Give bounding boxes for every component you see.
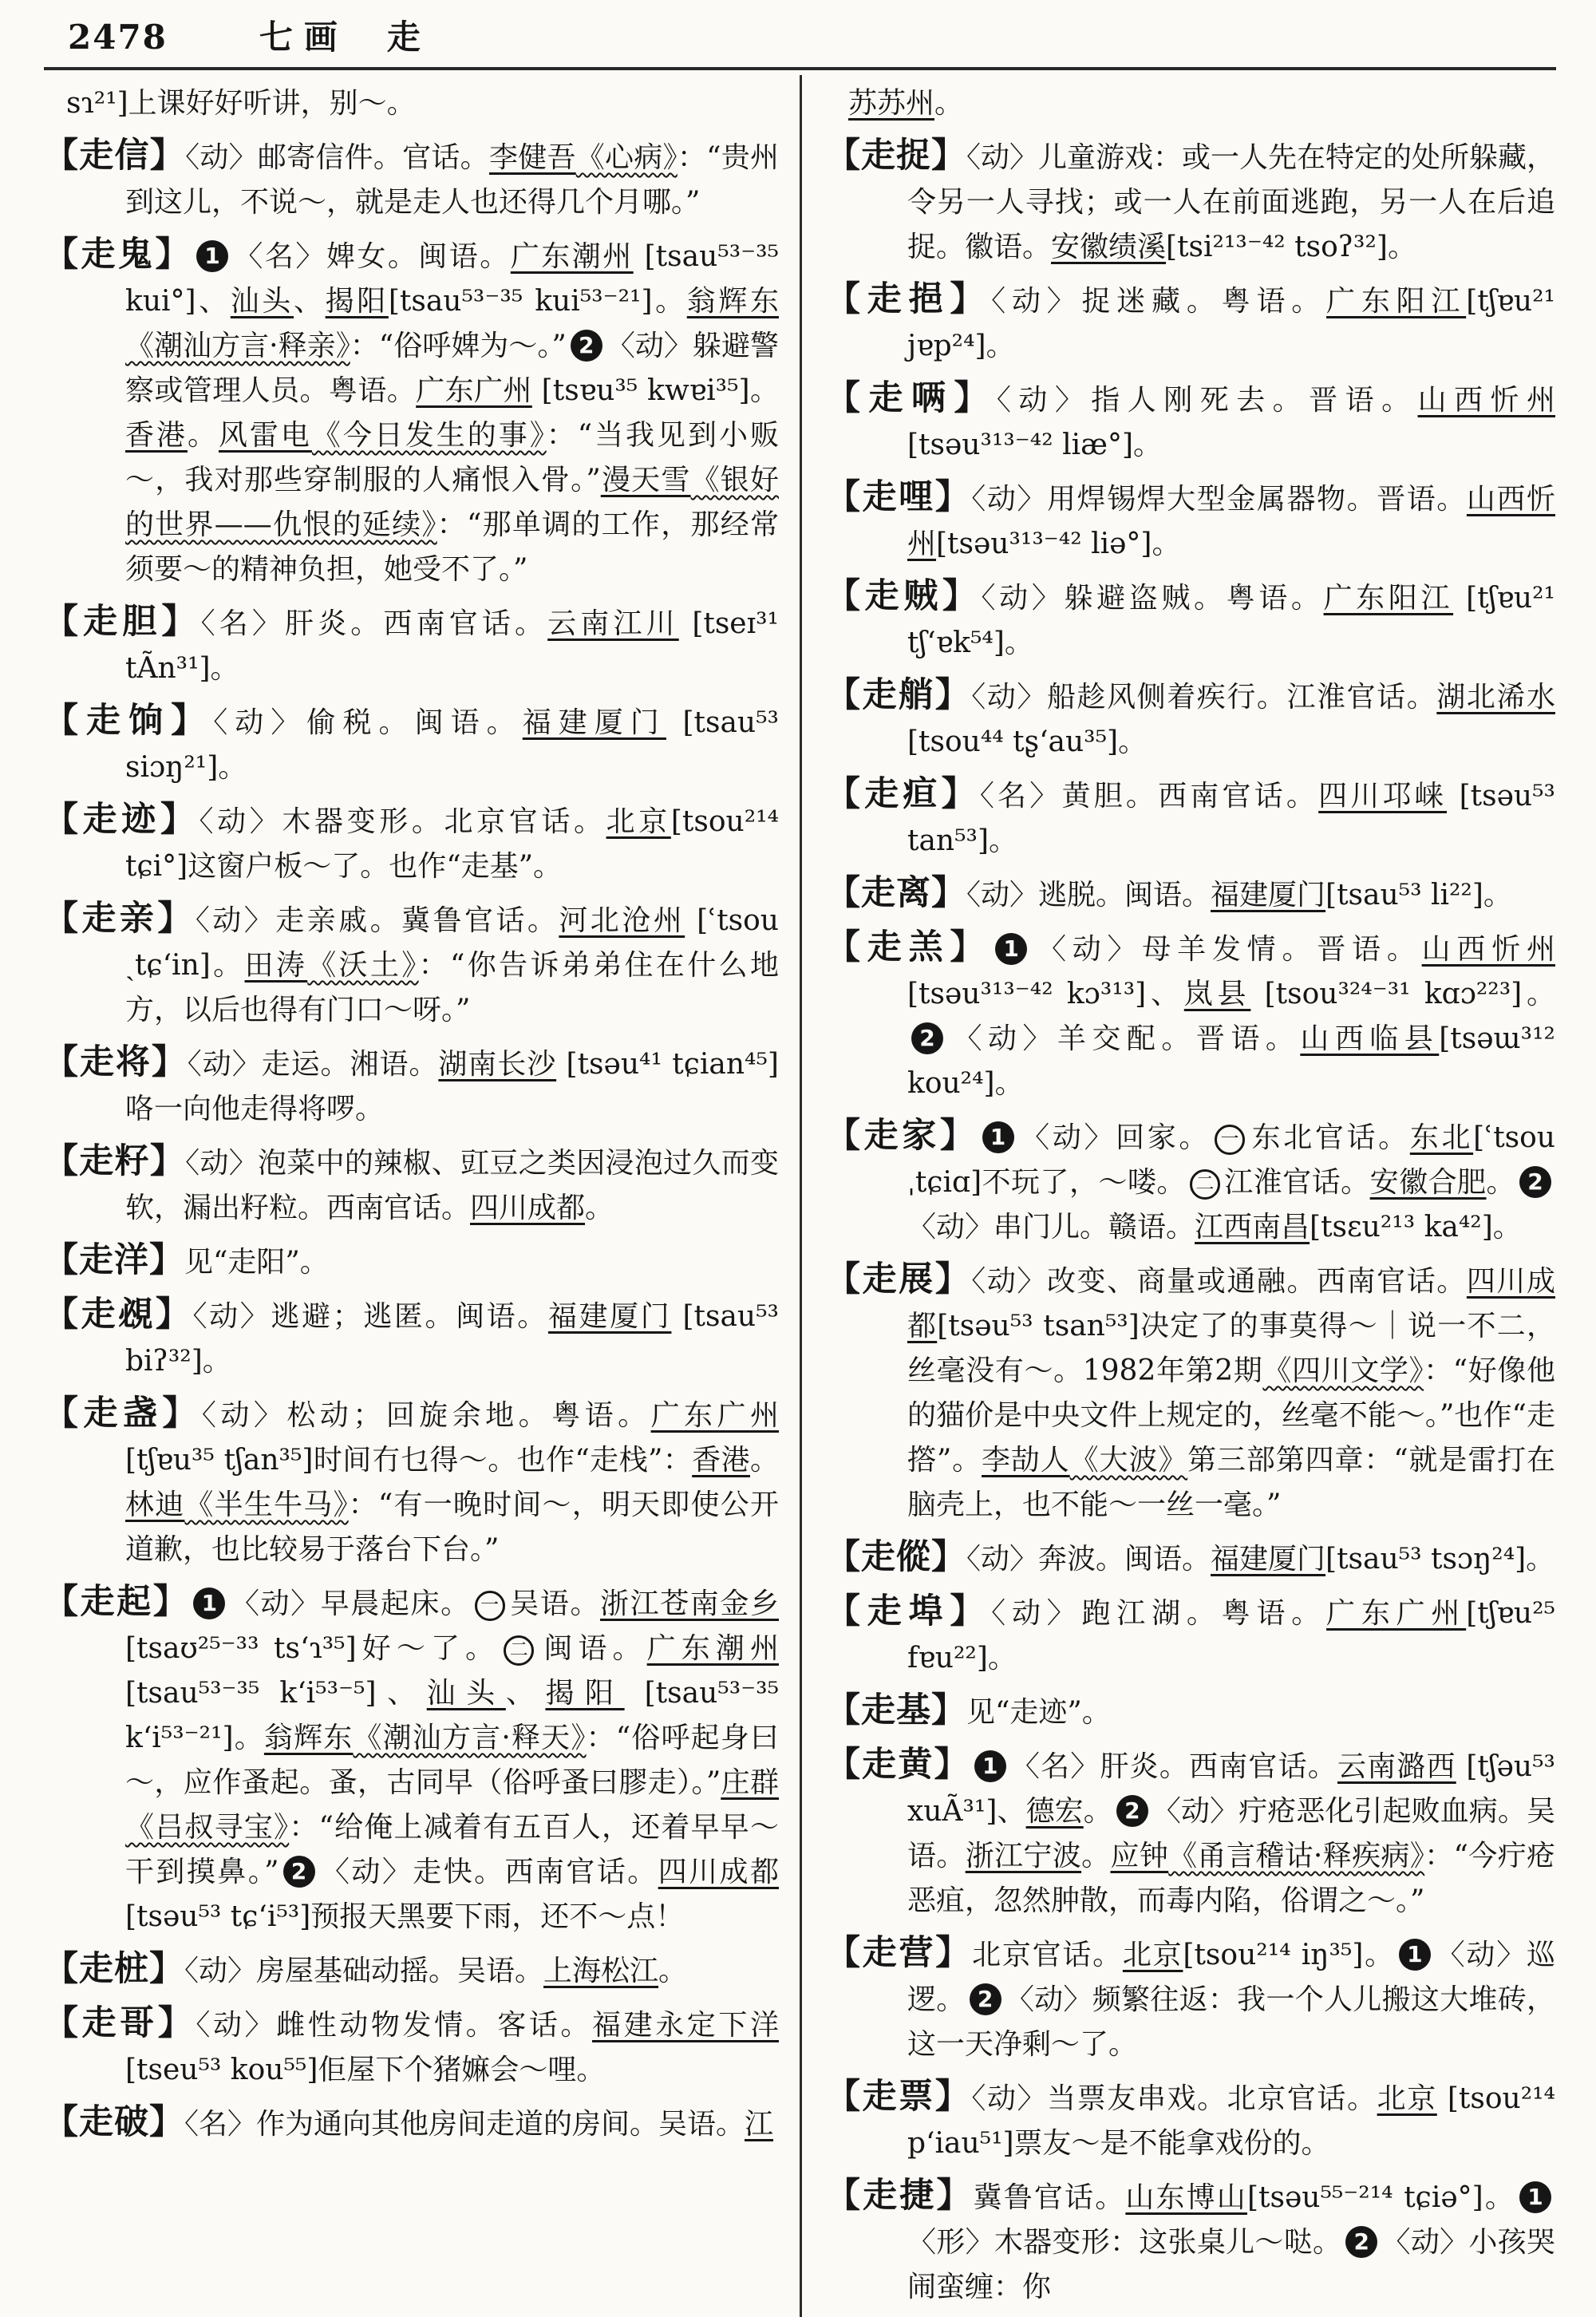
text-run: 〈动〉走亲戚。冀鲁官话。 [195,904,559,937]
proper-noun: 风雷电 [218,419,312,452]
text-run: [tsau⁵³⁻³⁵ kʻi⁵³⁻⁵]、 [125,1677,427,1710]
text-run: 〈动〉捉迷藏。粤语。 [991,285,1327,318]
entry-headword: 【走家】 [826,1116,978,1156]
text-run: 〈动〉儿童游戏：或一人先在特定的处所躲藏，令另一人寻找；或一人在前面逃跑，另一人在后追捉。徽语。 [907,141,1556,263]
entry-headword: 【走迹】 [44,800,200,840]
dict-entry [44,2001,779,2093]
text-run: 、 [294,285,326,318]
entry-headword: 【走起】 [44,1582,190,1622]
proper-noun: 云南江川 [547,607,679,640]
entry-headword: 【走捉】 [826,136,966,176]
dict-entry [44,1040,779,1132]
proper-noun: 湖北浠水 [1436,681,1555,714]
text-run: [tsou³²⁴⁻³¹ kɑɔ²²³]。 [1250,978,1555,1010]
book-title: 《潮汕方言·释天》 [353,1722,587,1754]
text-run: 。 [1486,1166,1515,1199]
proper-noun: 岚县 [1183,978,1251,1010]
header-rule [44,67,1556,70]
dict-entry [44,2100,779,2147]
text-run: 、 [505,1677,546,1710]
entry-headword: 【走将】 [44,1042,188,1082]
proper-noun: 应钟 [1110,1840,1169,1872]
text-run: 〈动〉躲避盗贼。粤语。 [981,582,1324,615]
right-column [800,75,1555,2317]
dict-entry [826,1931,1555,2067]
text-run: [tsou²¹⁴ iŋ³⁵]。 [1183,1939,1395,1971]
dict-entry [826,2173,1555,2310]
circled-number: 1 [1519,2181,1551,2213]
proper-noun: 福建厦门 [1211,879,1326,911]
text-run: 。 [1083,1795,1112,1828]
proper-noun: 庄群 [721,1766,779,1799]
proper-noun: 福建永定下洋 [592,2009,779,2042]
entry-headword: 【走离】 [826,873,966,913]
dict-entry [44,599,779,691]
text-run: 〈动〉泡菜中的辣椒、豇豆之类因浸泡过久而变软，漏出籽粒。西南官话。 [125,1147,779,1224]
dict-entry [44,1947,779,1994]
text-run: 〈动〉房屋基础动摇。吴语。 [184,1955,544,1987]
text-run: [tsau⁵³⁻³⁵ kui°]、 [125,240,779,318]
text-run: [tseɪ³¹ tÃn³¹]。 [125,607,779,685]
proper-noun: 德宏 [1025,1795,1084,1828]
entry-headword: 【走营】 [826,1933,973,1973]
book-title: 《潮汕方言·释亲》 [125,330,350,362]
text-run: ：“好像他的猫价是中央文件上规定的，丝毫不能～。”也作“走撘”。 [907,1354,1555,1477]
proper-noun: 福建厦门 [547,1300,672,1333]
text-run: 。 [585,1192,614,1224]
text-run: [tʃɐu²⁵ fɐu²²]。 [907,1597,1555,1674]
text-run: 江淮官话。 [1223,1166,1370,1199]
entry-headword: 【走覕】 [44,1295,193,1334]
entry-headword: 【走信】 [44,136,186,176]
circled-number: 2 [283,1856,315,1888]
text-run: 〈动〉指人刚死去。晋语。 [996,384,1418,417]
dict-entry [44,797,779,889]
circled-number: 2 [970,1983,1001,2015]
entry-headword: 【走艄】 [826,675,972,715]
proper-noun: 四川邛崃 [1318,780,1447,813]
circled-number: 1 [982,1121,1014,1153]
entry-headword: 【走饷】 [44,701,214,741]
proper-noun: 浙江苍南金乡 [600,1588,779,1620]
text-run: ：“俗呼起身曰～，应作蚤起。蚤，古同早（俗呼蚤曰膠走）。” [125,1722,779,1799]
text-run: [tsou²¹⁴ tɕi°]这窗户板～了。也作“走基”。 [125,805,779,883]
text-run: 。 [749,1444,779,1477]
text-run: ：“有一晚时间～，明天即使公开道歉，也比较易于落台下台。” [125,1489,779,1566]
text-run: 。 [658,1955,688,1987]
radical-label: 走 [386,18,422,57]
text-run: 〈动〉雌性动物发情。客话。 [196,2009,593,2042]
text-run: 东北官话。 [1249,1121,1410,1154]
text-run: 〈名〉作为通向其他房间走道的房间。吴语。 [184,2108,745,2141]
proper-noun: 四川成都 [907,1265,1555,1342]
proper-noun: 云南潞西 [1337,1750,1456,1783]
proper-noun: 广东阳江 [1323,582,1454,615]
proper-noun: 香港 [692,1444,750,1477]
proper-noun: 东北 [1409,1121,1474,1154]
proper-noun: 苏苏州 [848,87,935,120]
circled-number: 1 [1399,1939,1431,1971]
circled-ideograph: 二 [1190,1169,1220,1200]
entry-headword: 【走票】 [826,2077,972,2117]
text-run: 〈名〉肝炎。西南官话。 [200,607,548,640]
proper-noun: 香港 [125,419,188,452]
book-title: 《银好的世界——仇恨的延续》 [125,464,779,541]
text-run: 〈动〉小孩哭闹蛮缠：你 [907,2226,1555,2303]
proper-noun: 北京 [1377,2082,1437,2115]
text-run: 〈动〉疔疮恶化引起败血病。吴语。 [907,1795,1555,1872]
dict-entry [826,277,1555,369]
circled-number: 2 [1345,2226,1377,2258]
proper-noun: 安徽合肥 [1369,1166,1487,1199]
text-run: [tsəu³¹³⁻⁴² liə°]。 [936,528,1181,560]
proper-noun: 田涛 [244,949,308,982]
page-number: 2478 [68,18,168,57]
text-run: 〈动〉木器变形。北京官话。 [199,805,606,838]
text-run: [tsau⁵³ biʔ³²]。 [125,1300,779,1378]
text-run: [tseu⁵³ kou⁵⁵]佢屋下个猪嫲会～哩。 [125,2054,606,2086]
book-title: 《四川文学》 [1262,1354,1424,1387]
entry-headword: 【走籽】 [44,1141,186,1181]
text-run: 。 [187,419,219,452]
text-run: 。 [1081,1840,1111,1872]
text-run: 〈名〉婢女。闽语。 [231,240,511,273]
entry-headword: 【走傱】 [826,1537,966,1577]
proper-noun: 翁辉东 [686,285,779,318]
book-title: 《今日发生的事》 [311,419,547,452]
proper-noun: 李健吾 [488,141,576,174]
text-run: ：“俗呼婢为～。” [350,330,567,362]
text-run: 〈动〉改变、商量或通融。西南官话。 [971,1265,1467,1298]
circled-number: 1 [974,1750,1006,1782]
circled-number: 2 [911,1022,943,1054]
proper-noun: 广东潮州 [646,1632,779,1665]
dict-entry [44,1391,779,1572]
circled-number: 2 [1519,1166,1551,1198]
circled-number: 1 [196,240,228,272]
book-title: 《吕叔寻宝》 [125,1811,290,1844]
book-title: 《甬言稽诂·释疾病》 [1168,1840,1425,1872]
text-run: 〈动〉走运。湘语。 [187,1048,439,1081]
text-run: 〈动〉母羊发情。晋语。 [1031,933,1422,966]
entry-headword: 【走埠】 [826,1591,992,1631]
dict-entry [826,871,1555,918]
proper-noun: 安徽绩溪 [1051,231,1167,263]
proper-noun: 翁辉东 [263,1722,354,1754]
dict-entry [44,232,779,592]
text-run: [tʃɐu²¹ tʃʻɐk⁵⁴]。 [907,582,1555,659]
proper-noun: 李劼人 [982,1444,1070,1477]
proper-noun: 广东广州 [1326,1597,1467,1630]
text-run: [tsɛu²¹³ ka⁴²]。 [1310,1211,1522,1244]
text-run: [tsau⁵³ li²²]。 [1325,879,1512,911]
text-run: 〈动〉松动；回旋余地。粤语。 [201,1399,651,1432]
text-run: ：“给俺上减着有五百人，还着早早～干到摸鼻。” [125,1811,779,1888]
dict-entry [44,698,779,790]
dict-entry [826,1113,1555,1250]
text-run: 闽语。 [538,1632,647,1665]
dict-entry [826,1688,1555,1735]
proper-noun: 山西忻州 [1417,384,1555,417]
text-run: [tʃɐu³⁵ tʃan³⁵]时间冇乜得～。也作“走栈”： [125,1444,693,1477]
proper-noun: 四川成都 [658,1856,779,1888]
entry-headword: 【走黄】 [826,1745,970,1785]
text-run: ：“那单调的工作，那经常须要～的精神负担，她受不了。” [125,508,779,586]
proper-noun: 山东博山 [1125,2181,1247,2214]
text-run: 〈动〉走快。西南官话。 [318,1856,658,1888]
text-run: 〈形〉木器变形：这张桌儿～哒。 [907,2226,1342,2259]
text-run: 吴语。 [508,1588,601,1620]
text-run: [tsou²¹⁴ pʻiau⁵¹]票友～是不能拿戏份的。 [907,2082,1555,2160]
page-header [44,11,1556,59]
entry-headword: 【走疸】 [826,774,980,814]
text-run: [tsau⁵³⁻³⁵ kʻi⁵³⁻²¹]。 [125,1677,779,1754]
entry-headword: 【走盏】 [44,1394,202,1433]
text-run: 〈名〉黄胆。西南官话。 [979,780,1319,813]
text-run: 见“走迹”。 [966,1696,1111,1729]
dict-entry [44,133,779,225]
text-run: 〈动〉躲避警察或管理人员。粤语。 [125,330,779,407]
text-run: [tsɐu³⁵ kwɐi³⁵]。 [531,374,779,407]
entry-headword: 【走破】 [44,2102,184,2142]
proper-noun: 揭阳 [325,285,389,318]
text-run: 〈动〉逃脱。闽语。 [966,879,1211,911]
stroke-section-label: 七画 [259,18,349,57]
text-run: [tsəu⁵³ tan⁵³]。 [907,780,1555,857]
proper-noun: 汕头 [426,1677,506,1710]
dict-entry [826,2074,1555,2166]
dict-entry [826,574,1555,666]
entry-headword: 【走贼】 [826,576,982,616]
entry-headword: 【走捷】 [826,2176,974,2216]
book-title: 《大波》 [1069,1444,1188,1477]
text-run: ：“今疔疮恶疽，忽然肿散，而毒内陷，俗谓之～。” [907,1840,1555,1917]
dict-entry [44,1139,779,1231]
text-run: [tsau⁵³⁻³⁵ kui⁵³⁻²¹]。 [388,285,687,318]
left-column [44,75,800,2317]
book-title: 《沃土》 [307,949,419,982]
text-run: [tsou⁴⁴ tʂʻau³⁵]。 [907,726,1148,758]
entry-headword: 【走唡】 [826,378,997,418]
circled-ideograph: 一 [1215,1125,1245,1155]
text-run: [tʃɐu²¹ jɐp²⁴]。 [907,285,1555,362]
text-run: 北京官话。 [972,1939,1123,1971]
text-run: 〈动〉羊交配。晋语。 [947,1022,1301,1055]
book-title: 《半生牛马》 [184,1489,349,1521]
proper-noun: 江西南昌 [1195,1211,1310,1244]
text-run: 见“走阳”。 [184,1246,329,1279]
circled-number: 2 [571,330,602,362]
proper-noun: 广东广州 [416,374,532,407]
proper-noun: 江 [745,2108,774,2141]
text-run: 第三部第四章：“就是雷打在脑壳上，也不能～一丝一毫。” [907,1444,1555,1521]
proper-noun: 山西临县 [1300,1022,1440,1055]
text-run: [tsi²¹³⁻⁴² tsoʔ³²]。 [1166,231,1416,263]
text-run: [tsəu⁵⁵⁻²¹⁴ tɕiə°]。 [1246,2181,1515,2214]
proper-noun: 福建厦门 [522,706,666,739]
dict-entry [826,1257,1555,1528]
dict-entry [826,673,1555,765]
text-run: [tsəɯ³¹² kou²⁴]。 [907,1022,1555,1100]
proper-noun: 福建厦门 [1211,1543,1326,1576]
entry-headword: 【走哩】 [826,477,972,517]
dict-entry [826,475,1555,567]
dict-entry [826,772,1555,864]
text-run: 〈动〉串门儿。赣语。 [907,1211,1195,1244]
text-run: 〈动〉邮寄信件。官话。 [185,141,489,174]
dict-entry [826,1589,1555,1681]
entry-headword: 【走挹】 [826,279,992,319]
text-run: 〈动〉船趁风侧着疾行。江淮官话。 [971,681,1437,714]
text-run: [ʿtsou ˌtɕiɑ]不玩了，～喽。 [907,1121,1555,1199]
dict-entry [44,1292,779,1384]
text-run: 〈名〉肝炎。西南官话。 [1009,1750,1337,1783]
entry-continuation [826,81,1555,126]
text-run: 冀鲁官话。 [973,2181,1126,2214]
proper-noun: 广东阳江 [1326,285,1467,318]
circled-number: 1 [995,933,1027,965]
text-run: [tsəu³¹³⁻⁴² liæ°]。 [907,429,1162,461]
proper-noun: 四川成都 [470,1192,586,1224]
text-run: 〈动〉用焊锡焊大型金属器物。晋语。 [971,483,1467,516]
text-run: [tsəu⁵³ tsan⁵³]决定了的事莫得～｜说一不二，丝毫没有～。1982年第2期 [907,1310,1555,1387]
entry-headword: 【走桩】 [44,1949,184,1989]
proper-noun: 揭阳 [545,1677,625,1710]
text-run: [tsəu³¹³⁻⁴² kɔ³¹³]、 [907,978,1184,1010]
text-run: ：“贵州到这儿，不说～，就是走人也还得几个月哪。” [125,141,780,219]
dict-entry [826,1742,1555,1924]
text-run: 〈动〉奔波。闽语。 [966,1543,1211,1576]
text-run: sɿ²¹]上课好好听讲，别～。 [66,87,416,120]
circled-number: 2 [1116,1795,1148,1827]
dict-entry [44,1238,779,1285]
text-run: [ʿtsou ˎtɕʻin]。 [125,904,779,982]
text-run: [tsəu⁴¹ tɕian⁴⁵]咯一向他走得将啰。 [125,1048,779,1125]
proper-noun: 广东潮州 [510,240,634,273]
dict-entry [44,1580,779,1939]
dict-entry [826,1535,1555,1582]
proper-noun: 山西忻州 [907,483,1555,560]
text-run: 〈动〉跑江湖。粤语。 [991,1597,1327,1630]
entry-headword: 【走洋】 [44,1240,184,1280]
text-run: 〈动〉巡逻。 [907,1939,1555,2016]
text-run: [tʃəu⁵³ xuÃ³¹]、 [907,1750,1555,1828]
circled-ideograph: 二 [504,1635,534,1666]
proper-noun: 北京 [606,805,671,838]
proper-noun: 漫天雪 [600,464,691,496]
book-title: 《心病》 [575,141,678,174]
text-run: 〈动〉当票友串戏。北京官话。 [971,2082,1377,2115]
entry-headword: 【走胆】 [44,602,201,642]
entry-headword: 【走羔】 [826,927,992,967]
dict-entry [826,376,1555,468]
entry-headword: 【走亲】 [44,899,196,939]
text-run: 。 [934,87,964,120]
text-run: ：“你告诉弟弟住在什么地方，以后也得有门口～呀。” [125,949,779,1026]
text-columns [44,75,1556,2317]
proper-noun: 林迪 [125,1489,185,1521]
text-run: 〈动〉频繁往返：我一个人儿搬这大堆砖，这一天净剩～了。 [907,1983,1555,2061]
proper-noun: 河北沧州 [559,904,685,937]
circled-ideograph: 一 [475,1591,505,1621]
proper-noun: 广东广州 [650,1399,779,1432]
entry-continuation [44,81,779,126]
proper-noun: 山西忻州 [1421,933,1555,966]
text-run: 〈动〉回家。 [1017,1121,1211,1154]
dict-entry [826,133,1555,270]
proper-noun: 北京 [1122,1939,1183,1971]
dict-entry [44,896,779,1033]
text-run: ：“当我见到小贩～，我对那些穿制服的人痛恨入骨。” [125,419,779,496]
entry-headword: 【走基】 [826,1690,966,1730]
entry-headword: 【走鬼】 [44,235,192,275]
text-run: 〈动〉早晨起床。 [229,1588,471,1620]
text-run: [tsau⁵³ tsɔŋ²⁴]。 [1325,1543,1555,1576]
entry-headword: 【走哥】 [44,2003,196,2043]
text-run: 〈动〉逃避；逃匿。闽语。 [192,1300,548,1333]
proper-noun: 浙江宁波 [965,1840,1082,1872]
proper-noun: 上海松江 [543,1955,659,1987]
dict-entry [826,925,1555,1106]
entry-headword: 【走展】 [826,1259,972,1299]
proper-noun: 汕头 [230,285,294,318]
proper-noun: 湖南长沙 [438,1048,557,1081]
circled-number: 1 [193,1588,225,1619]
text-run: 〈动〉偷税。闽语。 [213,706,523,739]
text-run: [tsəu⁵³ tɕʻi⁵³]预报天黑要下雨，还不～点！ [125,1900,685,1933]
text-run: [tsau⁵³ siɔŋ²¹]。 [125,706,779,784]
text-run: [tsaʊ²⁵⁻³³ tsʻɿ³⁵]好～了。 [125,1632,500,1665]
